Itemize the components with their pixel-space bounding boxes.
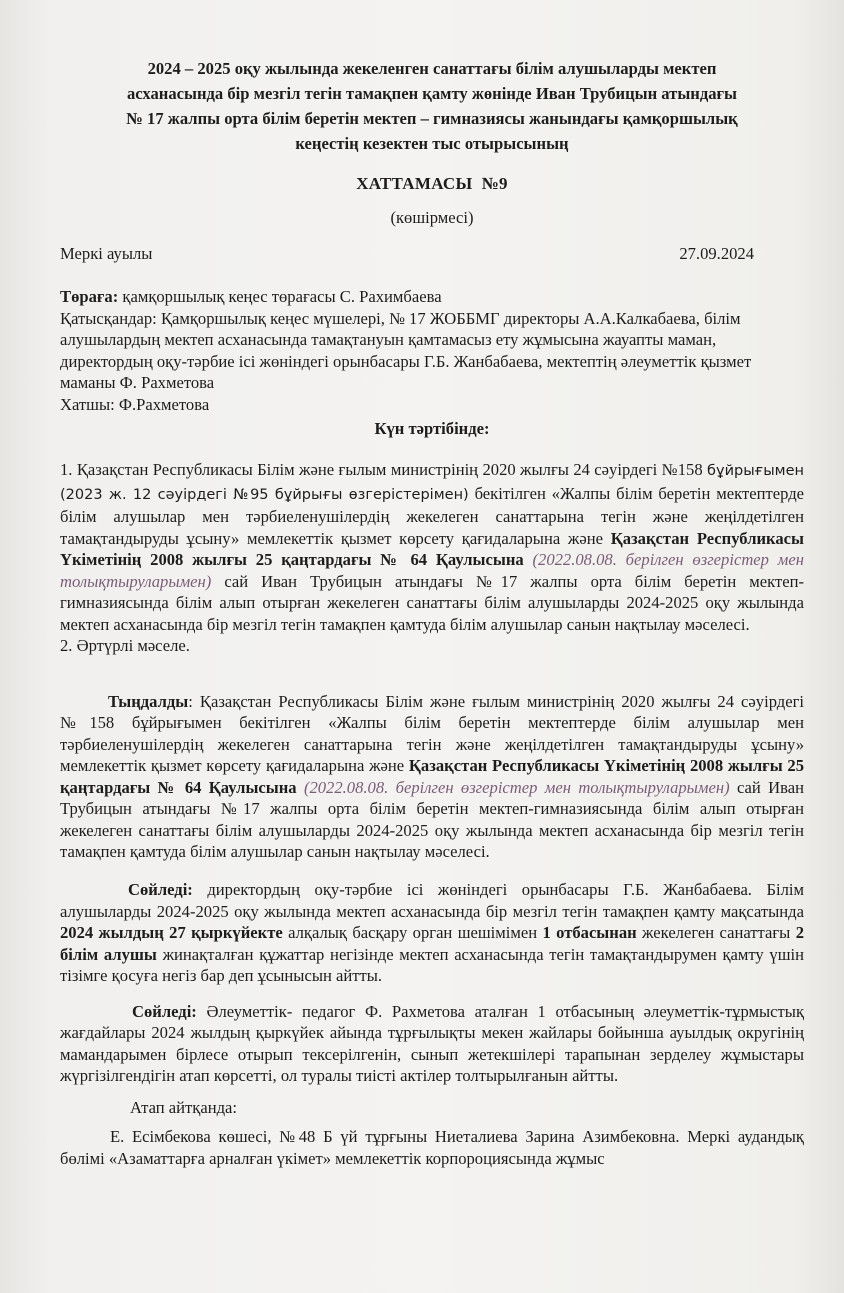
place-date-row [60, 244, 804, 264]
agenda-heading: Күн тәртібінде: [374, 419, 490, 438]
heard-text: сай Иван Трубицын атындағы №17 жалпы орта білім беретін мектеп-гимназиясында білім алып отырған жекелеген санаттағы білім алушыларды 2024-2025 оқу жылында мектеп асханасында бір мезгіл тегін тамақпен қамтуда білім алушылар санын нақтылау мәселесі. [60, 777, 804, 861]
noted-label: Атап айтқанда: [130, 1097, 238, 1117]
spoke-paragraph-2 [60, 1001, 804, 1087]
spoke-text: жекелеген санаттағы [636, 923, 796, 943]
chair-label: Төраға: [60, 287, 119, 306]
spoke-label: Сөйледі: [132, 1001, 197, 1021]
attendees: Қатысқандар: Қамқоршылық кеңес мүшелері, № 17 ЖОББМГ директоры А.А.Калкабаева, білім алушылардың мектеп асханасында тамақтануын қамтамасыз ету жұмысына жауапты маман, директордың оқу-тәрбие ісі жөніндегі орынбасары Г.Б. Жанбабаева, мектептің әлеуметтік қызмет маманы Ф. Рахметова [60, 308, 752, 392]
heard-paragraph [60, 691, 804, 863]
spoke-text: директордың оқу-тәрбие ісі жөніндегі орынбасары Г.Б. Жанбабаева. Білім алушыларды 2024-2025 оқу жылында мектеп асханасында бір мезгіл тегін тамақпен қамту мақсатында [60, 880, 804, 921]
participants-section [60, 286, 804, 415]
spoke-paragraph-1 [60, 879, 804, 987]
agenda-item-1 [60, 459, 804, 635]
chair-line [60, 286, 804, 308]
title-line: № 17 жалпы орта білім беретін мектеп – гимназиясы жанындағы қамқоршылық [126, 109, 738, 128]
secretary: Хатшы: Ф.Рахметова [60, 394, 210, 414]
spoke-label: Сөйледі: [128, 880, 193, 900]
document-title [72, 56, 792, 156]
heard-decree: Қазақстан Республикасы Үкіметінің 2008 жылғы 25 қаңтардағы № 64 Қаулысына [60, 756, 804, 797]
spoke-text: Әлеуметтік- педагог Ф. Рахметова аталған 1 отбасының әлеуметтік-тұрмыстық жағдайлары 2024 жылдың қыркүйек айында тұрғылықты мекен жайлары бойынша ауылдық округінің мамандарымен бірлесе отырып тексерілгенін, сынып жетекшілері тарапынан зерделеу жұмыстары жүргізілгендігін атап көрсетті, ол туралы тиісті актілер толтырылғанын айтты. [60, 1001, 804, 1086]
agenda-section [60, 459, 804, 657]
protocol-heading: ХАТТАМАСЫ №9 [356, 174, 508, 193]
heard-label: Тыңдалды [108, 691, 189, 711]
place: Меркі ауылы [60, 244, 153, 263]
spoke-date: 2024 жылдың 27 қыркүйекте [60, 923, 283, 943]
agenda-text: бекітілген «Жалпы білім беретін мектептерде білім алушылар мен тәрбиеленушілердің жекелеген санаттарына тегін және жеңілдетілген тамақтандыруды ұсыну» мемлекеттік қызмет көрсету қағидаларына және [60, 483, 804, 548]
agenda-order-ref: бұйрығымен (2023 ж. 12 сәуірдегі №95 бұйрығы өзгерістерімен) [60, 463, 804, 503]
spoke-family-count: 1 отбасынан [542, 923, 637, 943]
agenda-text: сай Иван Трубицын атындағы №17 жалпы орта білім беретін мектеп-гимназиясында білім алып отырған жекелеген санаттағы білім алушыларды 2024-2025 оқу жылында мектеп асханасында бір мезгіл тегін тамақпен қамтуда білім алушылар санын нақтылау мәселесі. [60, 571, 804, 634]
copy-note: (көшірмесі) [390, 208, 474, 227]
spoke-student-count: 2 білім алушы [60, 923, 804, 964]
title-line: асханасында бір мезгіл тегін тамақпен қамту жөнінде Иван Трубицын атындағы [126, 84, 738, 103]
spoke-text: жинақталған құжаттар негізінде мектеп асханасында тегін тамақтандырумен қамту үшін тізімге қосуға негіз бар деп ұсынысын айтты. [60, 944, 804, 986]
title-line: 2024 – 2025 оқу жылында жекеленген санаттағы білім алушыларды мектеп [147, 59, 717, 78]
agenda-decree: Қазақстан Республикасы Үкіметінің 2008 жылғы 25 қаңтардағы № 64 Қаулысына [60, 528, 804, 569]
title-line: кеңестің кезектен тыс отырысының [295, 134, 569, 153]
agenda-item-2: 2. Әртүрлі мәселе. [60, 636, 190, 655]
agenda-text: 1. Қазақстан Республикасы Білім және ғылым министрінің 2020 жылғы 24 сәуірдегі №158 [60, 460, 708, 479]
heard-amendment-note: (2022.08.08. берілген өзгерістер мен толықтыруларымен) [296, 777, 730, 797]
agenda-amendment-note: (2022.08.08. берілген өзгерістер мен толықтыруларымен) [60, 550, 804, 591]
date: 27.09.2024 [679, 244, 754, 263]
heard-text: : Қазақстан Республикасы Білім және ғылым министрінің 2020 жылғы 24 сәуірдегі №158 бұйрығымен бекітілген «Жалпы білім беретін мектептерде білім алушылар мен тәрбиеленушілердің жекелеген санаттарына тегін және жеңілдетілген тамақтандыруды ұсыну» мемлекеттік қызмет көрсету қағидаларына және [60, 691, 804, 775]
noted-paragraph: Е. Есімбекова көшесі, №48 Б үй тұрғыны Ниеталиева Зарина Азимбековна. Меркі аудандық бөлімі «Азаматтарға арналған үкімет» мемлекеттік корпороциясында жұмыс [60, 1127, 804, 1168]
chair-text: қамқоршылық кеңес төрағасы С. Рахимбаева [118, 287, 442, 306]
spoke-text: алқалық басқару орган шешімімен [282, 923, 543, 943]
